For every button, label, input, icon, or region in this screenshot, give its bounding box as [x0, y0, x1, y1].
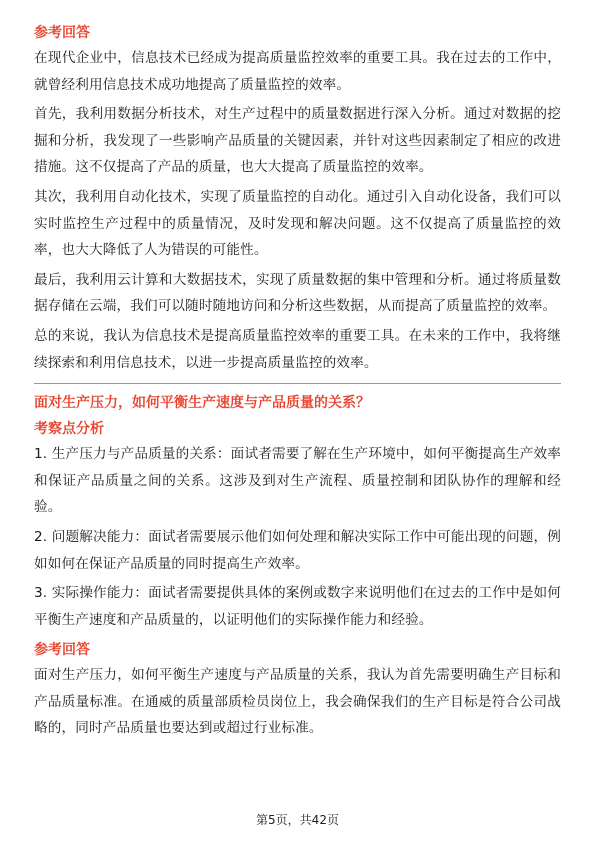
answer-paragraph: 最后，我利用云计算和大数据技术，实现了质量数据的集中管理和分析。通过将质量数据存储在云端，我们可以随时随地访问和分析这些数据，从而提高了质量监控的效率。 [34, 271, 561, 315]
answer-paragraph: 首先，我利用数据分析技术，对生产过程中的质量数据进行深入分析。通过对数据的挖掘和分析，我发现了一些影响产品质量的关键因素，并针对这些因素制定了相应的改进措施。这不仅提高了产品的质量，也大大提高了质量监控的效率。 [34, 106, 561, 176]
analysis-heading: 考察点分析 [34, 421, 104, 438]
page-number: 第5页，共42页 [256, 813, 339, 827]
answer-paragraph: 面对生产压力，如何平衡生产速度与产品质量的关系，我认为首先需要明确生产目标和产品质量标准。在通威的质量部质检员岗位上，我会确保我们的生产目标是符合公司战略的，同时产品质量也要达到或超过行业标准。 [34, 667, 561, 737]
answer-paragraph: 其次，我利用自动化技术，实现了质量监控的自动化。通过引入自动化设备，我们可以实时监控生产过程中的质量情况，及时发现和解决问题。这不仅提高了质量监控的效率，也大大降低了人为错误的可能性。 [34, 188, 561, 259]
answer-paragraph: 总的来说，我认为信息技术是提高质量监控效率的重要工具。在未来的工作中，我将继续探索和利用信息技术，以进一步提高质量监控的效率。 [34, 327, 561, 371]
section-divider [34, 383, 561, 384]
question-title: 面对生产压力，如何平衡生产速度与产品质量的关系？ [34, 395, 370, 412]
answer-heading: 参考回答 [34, 642, 90, 659]
answer-paragraph: 在现代企业中，信息技术已经成为提高质量监控效率的重要工具。我在过去的工作中，就曾经利用信息技术成功地提高了质量监控的效率。 [34, 50, 561, 93]
analysis-item: 1. 生产压力与产品质量的关系：面试者需要了解在生产环境中，如何平衡提高生产效率和保证产品质量之间的关系。这涉及到对生产流程、质量控制和团队协作的理解和经验。 [34, 446, 561, 516]
document-page [34, 22, 561, 742]
analysis-item: 3. 实际操作能力：面试者需要提供具体的案例或数字来说明他们在过去的工作中是如何平衡生产速度和产品质量的，以证明他们的实际操作能力和经验。 [34, 585, 561, 628]
answer-heading: 参考回答 [34, 25, 90, 41]
analysis-item: 2. 问题解决能力：面试者需要展示他们如何处理和解决实际工作中可能出现的问题，例如如何在保证产品质量的同时提高生产效率。 [34, 528, 561, 572]
